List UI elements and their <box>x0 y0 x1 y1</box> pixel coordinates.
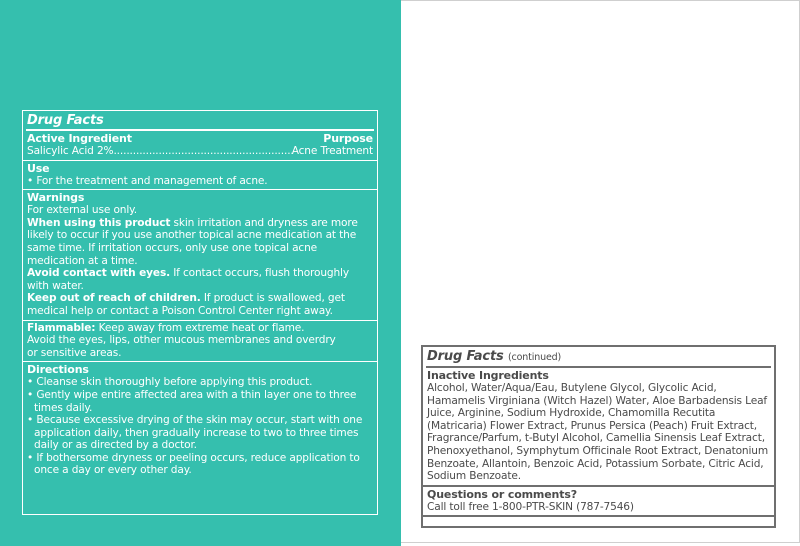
drug-facts-title: Drug Facts <box>26 111 374 131</box>
ingredient-name: Salicylic Acid 2% <box>27 145 114 157</box>
use-section <box>23 161 377 191</box>
direction-item: • Gently wipe entire affected area with a thin layer one to three times daily. <box>27 388 357 414</box>
external-use-text: For external use only. <box>27 204 137 217</box>
continued-label: CONTINUED <box>692 518 764 530</box>
warnings-section <box>23 190 377 320</box>
inactive-ingredients-section <box>423 368 774 487</box>
questions-header: Questions or comments? <box>427 487 577 501</box>
avoid-eyes-warning: Avoid contact with eyes. If contact occurs, flush thoroughly with water. <box>27 267 349 292</box>
flammable-section <box>23 321 377 363</box>
drug-facts-continued-box <box>421 345 776 528</box>
active-ingredient-header: Active Ingredient <box>27 132 132 145</box>
ingredient-purpose: Acne Treatment <box>291 145 373 157</box>
questions-section <box>423 487 774 518</box>
direction-item: • If bothersome dryness or peeling occurs, reduce application to once a day or every other day. <box>27 451 360 477</box>
phone-number-text: Call toll free 1-800-PTR-SKIN (787-7546) <box>427 500 634 513</box>
avoid-areas-text: Avoid the eyes, lips, other mucous membranes and overdry or sensitive areas. <box>27 334 336 359</box>
warnings-header: Warnings <box>27 191 85 205</box>
directions-section <box>23 362 377 479</box>
use-item: • For the treatment and management of acne. <box>27 174 268 187</box>
active-ingredient-section <box>23 131 377 161</box>
leader-dots <box>113 145 291 158</box>
continued-suffix: (continued) <box>508 352 562 363</box>
direction-item: • Because excessive drying of the skin may occur, start with one application daily, then gradually increase to two to three times daily or as directed by a doctor. <box>27 414 363 452</box>
use-header: Use <box>27 161 50 175</box>
flammable-warning: Flammable: Keep away from extreme heat or flame. <box>27 321 305 334</box>
inactive-ingredients-list: Alcohol, Water/Aqua/Eau, Butylene Glycol, Glycolic Acid, Hamamelis Virginiana (Witch Hazel) Water, Aloe Barbadensis Leaf Juice, Arginine, Sodium Hydroxide, Chamomilla Recutita (Matricaria) Flower Extract, Prunus Persica (Peach) Fruit Extract, Fragrance/Parfum, t-Butyl Alcohol, Camellia Sinensis Leaf Extract, Phenoxyethanol, Symphytum Officinale Root Extract, Denatonium Benzoate, Allantoin, Benzoic Acid, Potassium Sorbate, Citric Acid, Sodium Benzoate. <box>427 382 769 483</box>
purpose-header: Purpose <box>323 132 373 145</box>
inactive-ingredients-header: Inactive Ingredients <box>427 369 549 382</box>
drug-facts-box <box>22 110 378 515</box>
drug-facts-continued-title: Drug Facts (continued) <box>426 347 771 368</box>
children-warning: Keep out of reach of children. If product is swallowed, get medical help or contact a Poison Control Center right away. <box>27 292 345 317</box>
when-using-warning: When using this product skin irritation and dryness are more likely to occur if you use another topical acne medication at the same time. If irritation occurs, only use one topical acne medication at a time. <box>27 216 358 267</box>
directions-header: Directions <box>27 363 89 377</box>
direction-item: • Cleanse skin thoroughly before applying this product. <box>27 376 313 389</box>
